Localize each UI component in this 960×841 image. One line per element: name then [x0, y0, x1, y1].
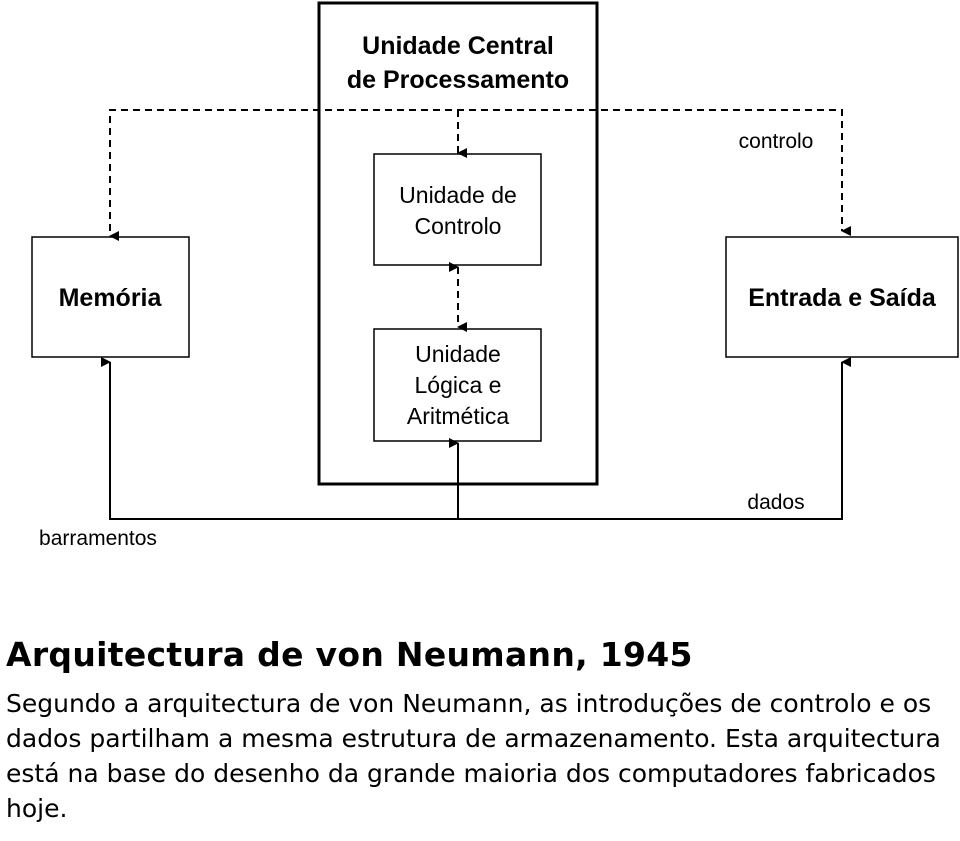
control-unit-box: [374, 154, 541, 265]
control-bus-label: controlo: [738, 130, 814, 153]
cpu-title-line1: Unidade Central: [362, 32, 554, 60]
caption-title: Arquitectura de von Neumann, 1945: [6, 635, 693, 674]
caption-body: Segundo a arquitectura de von Neumann, as introduções de controlo e os dados partilham a mesma estrutura de armazenamento. Esta arquitectura está na base do desenho da grande maioria dos computadores fabricados hoje.: [6, 688, 941, 823]
alu-line3: Aritmética: [406, 403, 510, 429]
data-bus-label: dados: [747, 491, 805, 514]
cpu-title-line2: de Processamento: [346, 66, 570, 94]
buses-label: barramentos: [39, 527, 157, 550]
memory-label: Memória: [58, 284, 162, 312]
control-unit-line1: Unidade de: [399, 182, 517, 208]
control-unit-line2: Controlo: [414, 213, 502, 239]
alu-line1: Unidade: [415, 341, 501, 367]
alu-line2: Lógica e: [414, 372, 502, 398]
io-label: Entrada e Saída: [748, 284, 936, 312]
caption: [6, 636, 956, 826]
